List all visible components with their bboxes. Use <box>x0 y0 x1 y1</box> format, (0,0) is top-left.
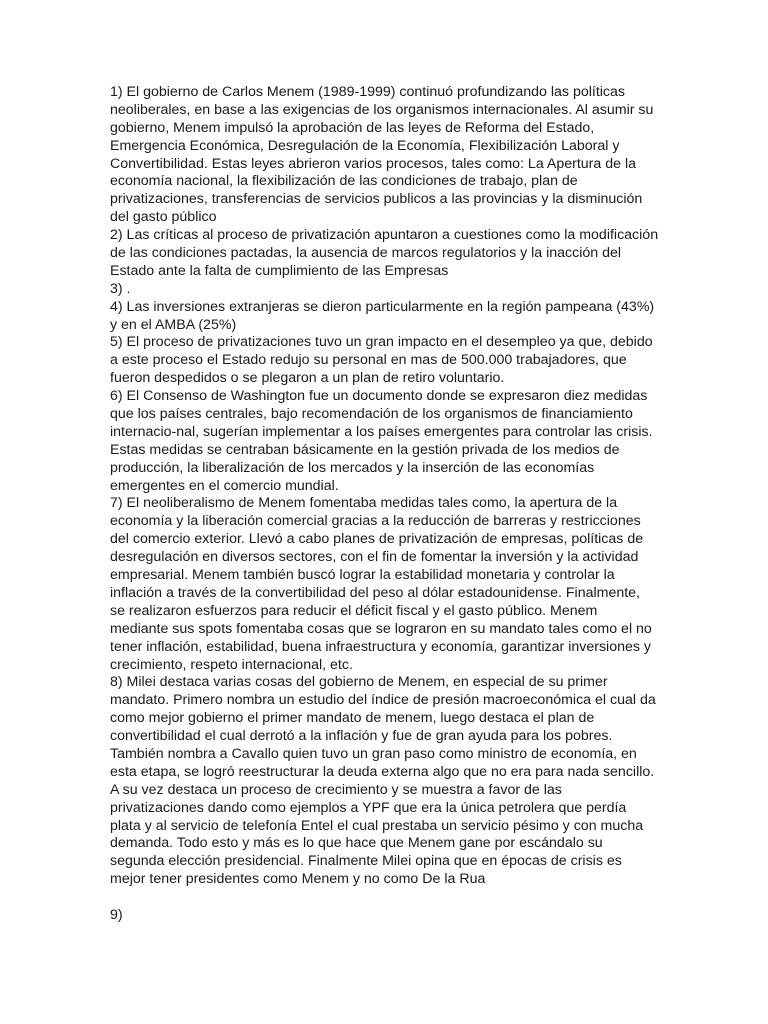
text-line: como mejor gobierno el primer mandato de menem, luego destaca el plan de <box>110 710 595 727</box>
text-line: economía nacional, la flexibilización de las condiciones de trabajo, plan de <box>110 173 578 190</box>
text-line: convertibilidad el cual derrotó a la inflación y fue de gran ayuda para los pobres. <box>110 728 613 745</box>
text-line: 8) Milei destaca varias cosas del gobierno de Menem, en especial de su primer <box>110 674 608 691</box>
document-body <box>110 84 670 925</box>
text-line: Estado ante la falta de cumplimiento de las Empresas <box>110 262 449 279</box>
text-line: inflación a través de la convertibilidad del peso al dólar estadounidense. Finalmente, <box>110 584 640 601</box>
text-line: 5) El proceso de privatizaciones tuvo un gran impacto en el desempleo ya que, debido <box>110 334 653 351</box>
answer-9-line: 9) <box>110 906 123 923</box>
text-line: del comercio exterior. Llevó a cabo planes de privatización de empresas, políticas de <box>110 531 644 548</box>
text-line: mediante sus spots fomentaba cosas que se lograron en su mandato tales como el no <box>110 620 652 637</box>
text-line: Convertibilidad. Estas leyes abrieron varios procesos, tales como: La Apertura de la <box>110 155 636 172</box>
text-line: internacio-nal, sugerían implementar a los países emergentes para controlar las crisis. <box>110 423 653 440</box>
text-line: 1) El gobierno de Carlos Menem (1989-1999) continuó profundizando las políticas <box>110 84 625 100</box>
text-line: Emergencia Económica, Desregulación de la Economía, Flexibilización Laboral y <box>110 137 620 154</box>
text-line: mandato. Primero nombra un estudio del índice de presión macroeconómica el cual da <box>110 692 656 709</box>
text-line: se realizaron esfuerzos para reducir el déficit fiscal y el gasto público. Menem <box>110 602 598 619</box>
text-line: A su vez destaca un proceso de crecimiento y se muestra a favor de las <box>110 781 562 798</box>
text-line: que los países centrales, bajo recomendación de los organismos de financiamiento <box>110 406 633 423</box>
text-line: También nombra a Cavallo quien tuvo un gran paso como ministro de economía, en <box>110 745 637 762</box>
text-line: 7) El neoliberalismo de Menem fomentaba medidas tales como, la apertura de la <box>110 495 618 512</box>
text-line: gobierno, Menem impulsó la aprobación de las leyes de Reforma del Estado, <box>110 119 595 136</box>
text-line: del gasto público <box>110 209 217 226</box>
text-line: segunda elección presidencial. Finalmente Milei opina que en épocas de crisis es <box>110 853 622 870</box>
text-line: y en el AMBA (25%) <box>110 316 237 333</box>
text-line: producción, la liberalización de los mercados y la inserción de las economías <box>110 459 595 476</box>
text-line: mejor tener presidentes como Menem y no como De la Rua <box>110 871 486 888</box>
text-line: 2) Las críticas al proceso de privatización apuntaron a cuestiones como la modificación <box>110 227 659 244</box>
text-line: privatizaciones dando como ejemplos a YPF que era la única petrolera que perdía <box>110 799 627 816</box>
text-line: privatizaciones, transferencias de servicios publicos a las provincias y la disminución <box>110 191 643 208</box>
text-line: demanda. Todo esto y más es lo que hace que Menem gane por escándalo su <box>110 835 603 852</box>
blank-line <box>110 889 670 907</box>
text-line: esta etapa, se logró reestructurar la deuda externa algo que no era para nada sencillo. <box>110 763 655 780</box>
text-line: a este proceso el Estado redujo su personal en mas de 500.000 trabajadores, que <box>110 352 627 369</box>
text-line: empresarial. Menem también buscó lograr la estabilidad monetaria y controlar la <box>110 567 615 584</box>
text-line: 4) Las inversiones extranjeras se dieron particularmente en la región pampeana (43%) <box>110 298 655 315</box>
text-line: tener inflación, estabilidad, buena infraestructura y economía, garantizar inversiones y <box>110 638 652 655</box>
text-line: Estas medidas se centraban básicamente en la gestión privada de los medios de <box>110 441 620 458</box>
text-line: plata y al servicio de telefonía Entel el cual prestaba un servicio pésimo y con mucha <box>110 817 644 834</box>
text-line: crecimiento, respeto internacional, etc. <box>110 656 353 673</box>
answer-text-block <box>110 84 670 889</box>
text-line: 6) El Consenso de Washington fue un documento donde se expresaron diez medidas <box>110 388 648 405</box>
text-line: de las condiciones pactadas, la ausencia de marcos regulatorios y la inacción del <box>110 245 622 262</box>
text-line: neoliberales, en base a las exigencias de los organismos internacionales. Al asumir su <box>110 101 654 118</box>
text-line: economía y la liberación comercial gracias a la reducción de barreras y restricciones <box>110 513 641 530</box>
text-line: desregulación en diversos sectores, con el fin de fomentar la inversión y la actividad <box>110 549 639 566</box>
text-line: fueron despedidos o se plegaron a un plan de retiro voluntario. <box>110 370 505 387</box>
text-line: 3) . <box>110 280 131 297</box>
text-line: emergentes en el comercio mundial. <box>110 477 339 494</box>
